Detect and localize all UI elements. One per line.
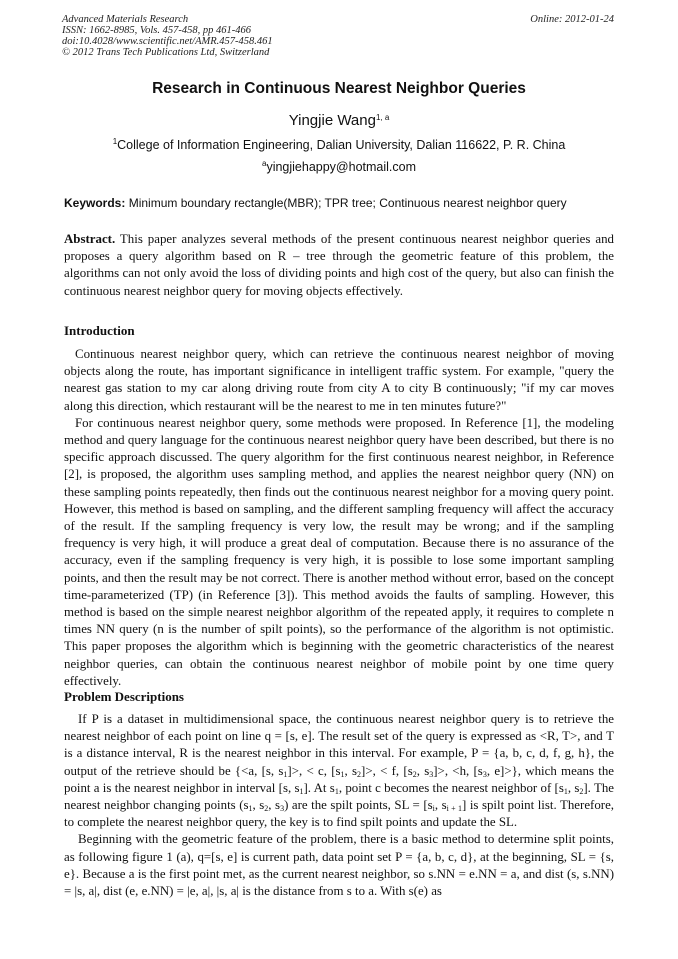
journal-copyright: © 2012 Trans Tech Publications Ltd, Switzerland <box>62 47 270 58</box>
problem-paragraph-2: Beginning with the geometric feature of the problem, there is a basic method to determine split points, as following figure 1 (a), q=[s, e] is current path, data point set P = {a, b, c, d}, at the beginning, SL = {s, e}. Because a is the first point met, as the current nearest neighbor, so s.NN = e.NN = a, and dist (s, s.NN) = |s, a|, dist (e, e.NN) = |e, a|, |s, a| is the distance from s to a. With s(e) as <box>64 832 614 899</box>
abstract-text: This paper analyzes several methods of the present continuous nearest neighbor queries and proposes a query algorithm based on R – tree through the geometric feature of this problem, the algorithms can not only avoid the loss of dividing points and high cost of the query, but also can finish the continuous nearest neighbor query for moving objects effectively. <box>64 232 614 298</box>
journal-doi: doi:10.4028/www.scientific.net/AMR.457-458.461 <box>62 36 273 47</box>
introduction-heading: Introduction <box>64 323 135 338</box>
abstract-label: Abstract. <box>64 232 116 246</box>
introduction-body <box>64 346 614 690</box>
journal-header <box>62 14 614 58</box>
affiliation-text: College of Information Engineering, Dalian University, Dalian 116622, P. R. China <box>117 138 566 152</box>
email-text: yingjiehappy@hotmail.com <box>266 160 417 174</box>
affiliation-mark: 1 <box>112 137 118 146</box>
problem-heading: Problem Descriptions <box>64 689 184 704</box>
keywords-text: Minimum boundary rectangle(MBR); TPR tree; Continuous nearest neighbor query <box>125 196 567 210</box>
author-email <box>0 160 678 174</box>
author-line <box>0 112 678 129</box>
intro-paragraph-2: For continuous nearest neighbor query, some methods were proposed. In Reference [1], the modeling method and query language for the continuous nearest neighbor query have been described, but there is no specific approach discussed. The query algorithm for the first continuous nearest neighbor, in Reference [2], is proposed, the algorithm uses sampling method, and applies the nearest neighbor query (NN) on these sampling points repeatedly, then finds out the continuous nearest neighbor for a moving query point. However, this method is based on sampling, and the different sampling frequency will affect the accuracy of the result. If the sampling frequency is very low, the result may be wrong; and if the sampling frequency is very high, it will produce a great deal of computation. Because there is no assurance of the accuracy, even if the sampling frequency is very high, it is possible to lose some important sampling points, and then the result may be not correct. There is another method without error, based on the concept time-parameterized (TP) (in Reference [3]). This method avoids the faults of sampling. However, this method is based on the simple nearest neighbor algorithm of the repeated apply, it requires to complete n times NN query (n is the number of spilt points), so the performance of the algorithm is not optimistic. This paper proposes the algorithm which is beginning with the geometric characteristics of the nearest neighbor queries, can obtain the continuous nearest neighbor of mobile point by one time query effectively. <box>64 415 614 688</box>
email-mark: a <box>261 159 267 168</box>
intro-paragraph-1: Continuous nearest neighbor query, which can retrieve the continuous nearest neighbor of moving objects along the route, has important significance in intelligent traffic system. For example, "query the nearest gas station to my car along driving route from city A to city B continuously; "if my car moves along this direction, which restaurant will be the nearest to me in ten minutes future?" <box>64 347 614 413</box>
journal-name: Advanced Materials Research <box>62 14 189 25</box>
keywords <box>64 196 614 210</box>
author-name: Yingjie Wang <box>288 112 376 129</box>
keywords-label: Keywords: <box>64 196 126 210</box>
author-marks: 1, a <box>375 113 390 122</box>
journal-issn: ISSN: 1662-8985, Vols. 457-458, pp 461-466 <box>62 25 251 36</box>
problem-body <box>64 711 614 900</box>
abstract <box>64 231 614 300</box>
affiliation <box>0 138 678 152</box>
problem-paragraph-1: If P is a dataset in multidimensional space, the continuous nearest neighbor query is to retrieve the nearest neighbor of each point on line q = [s, e]. The result set of the query is expressed as <R, T>, and T is a distance interval, R is the nearest neighbor in this interval. For example, P = {a, b, c, d, f, g, h}, the output of the retrieve should be {<a, [s, $s_1]>$, < c, [$s_1$, $s_2]>$, < f, [$s_2$, $s_3]>$, <h, [$s_3$, e]>}, which means the point a is the nearest neighbor in interval [s, $s_1$]. At $s_1$, point c becomes the nearest neighbor of [$s_1$, $s_2$]. The nearest neighbor changing points ($s_1$, $s_2$, $s_3$) are the spilt points, SL = [$s_i$, $s_{i + 1}$] is spilt point list. Therefore, to complete the nearest neighbor query, the key is to find spilt points and update the SL. <box>64 712 615 830</box>
online-date: Online: 2012-01-24 <box>530 14 614 25</box>
paper-title: Research in Continuous Nearest Neighbor Queries <box>152 80 526 97</box>
